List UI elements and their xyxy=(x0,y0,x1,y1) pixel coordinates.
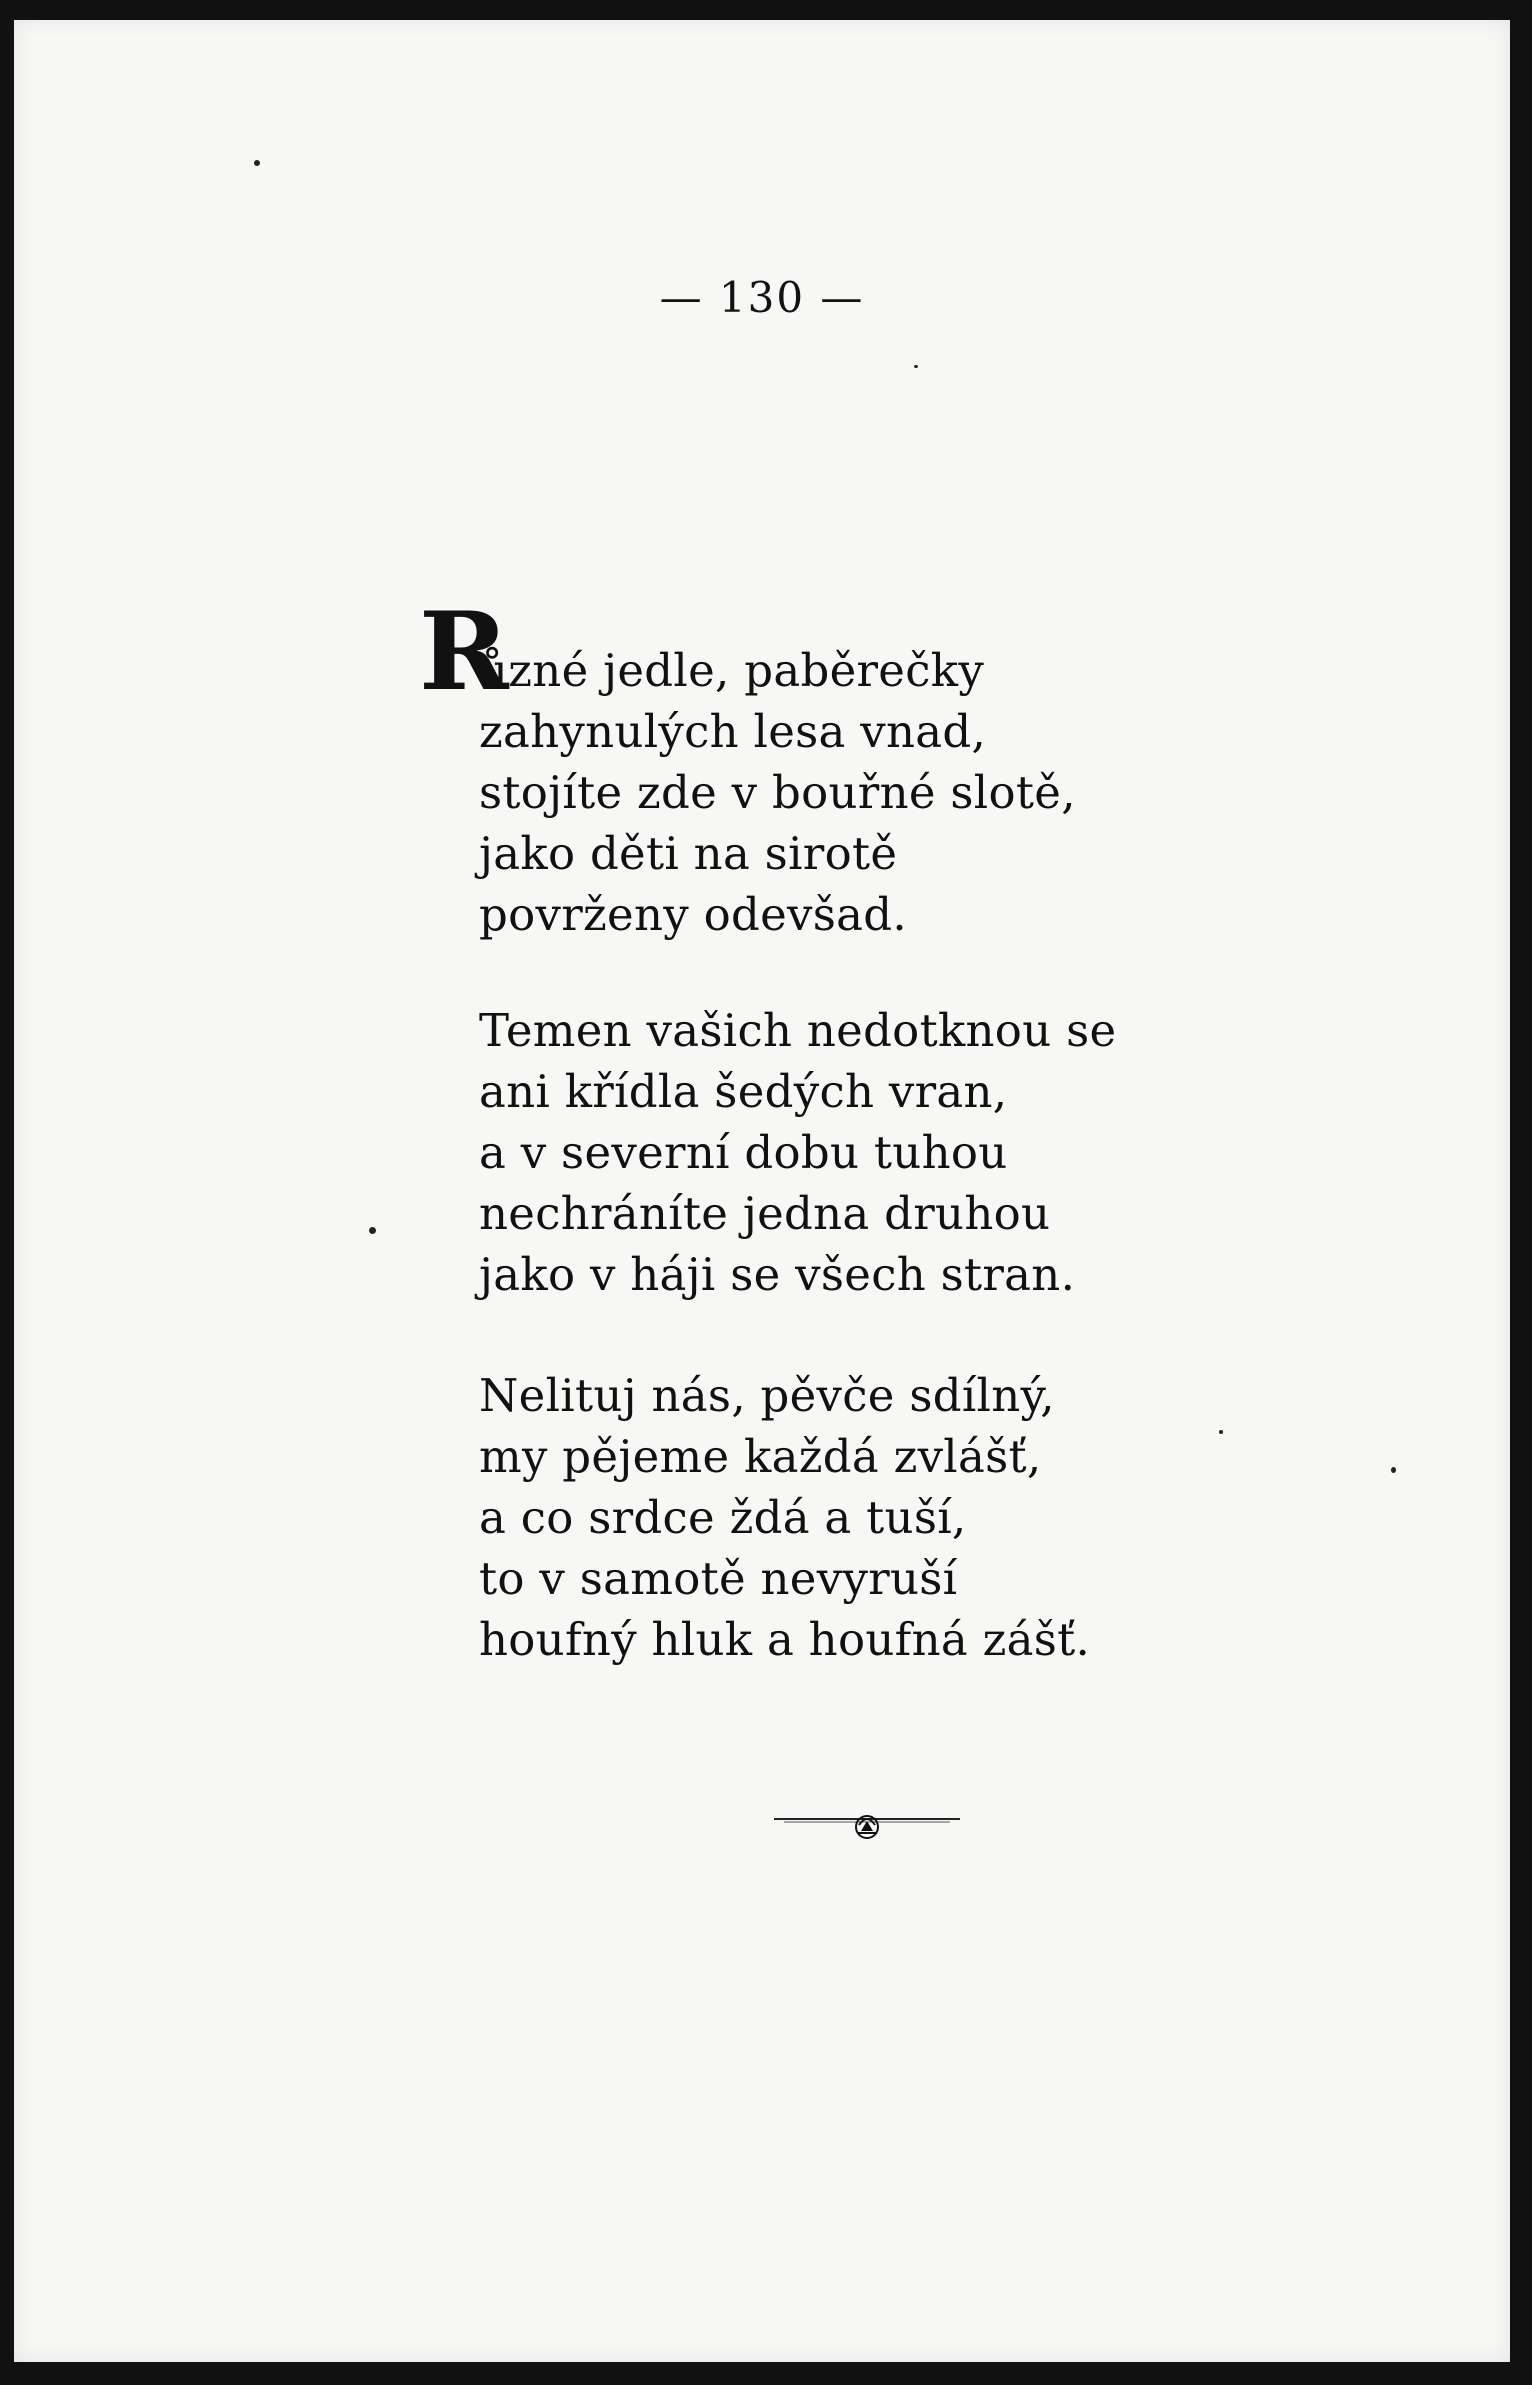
poem-line: a v severní dobu tuhou xyxy=(479,1126,1008,1179)
paper-speck xyxy=(1391,1467,1396,1473)
paper-speck xyxy=(254,160,260,166)
poem-line: jako v háji se všech stran. xyxy=(479,1248,1076,1301)
paper-speck xyxy=(1219,1430,1223,1434)
paper-speck xyxy=(369,1227,376,1234)
poem-line: jako děti na sirotě xyxy=(479,827,898,880)
paper-speck xyxy=(914,365,918,368)
drop-cap: R xyxy=(419,589,509,715)
fleuron-icon xyxy=(774,1805,960,1845)
poem-line: houfný hluk a houfná zášť. xyxy=(479,1613,1091,1666)
poem-line: povrženy odevšad. xyxy=(479,888,907,941)
poem-line: ůzné jedle, paběrečky xyxy=(479,644,985,697)
poem-line: Temen vašich nedotknou se xyxy=(479,1004,1117,1057)
poem-line: Nelituj nás, pěvče sdílný, xyxy=(479,1369,1055,1422)
stanza-2 xyxy=(479,1000,1116,1305)
poem-line: zahynulých lesa vnad, xyxy=(479,705,987,758)
poem-line: a co srdce ždá a tuší, xyxy=(479,1491,967,1544)
poem-line: to v samotě nevyruší xyxy=(479,1552,958,1605)
stanza-3 xyxy=(479,1365,1090,1670)
page-number: — 130 — xyxy=(659,273,865,322)
poem-line: nechráníte jedna druhou xyxy=(479,1187,1051,1240)
poem-line: my pějeme každá zvlášť, xyxy=(479,1430,1042,1483)
poem-line: stojíte zde v bouřné slotě, xyxy=(479,766,1076,819)
stanza-1 xyxy=(479,640,1076,945)
book-page xyxy=(14,20,1510,2362)
poem-line: ani křídla šedých vran, xyxy=(479,1065,1008,1118)
